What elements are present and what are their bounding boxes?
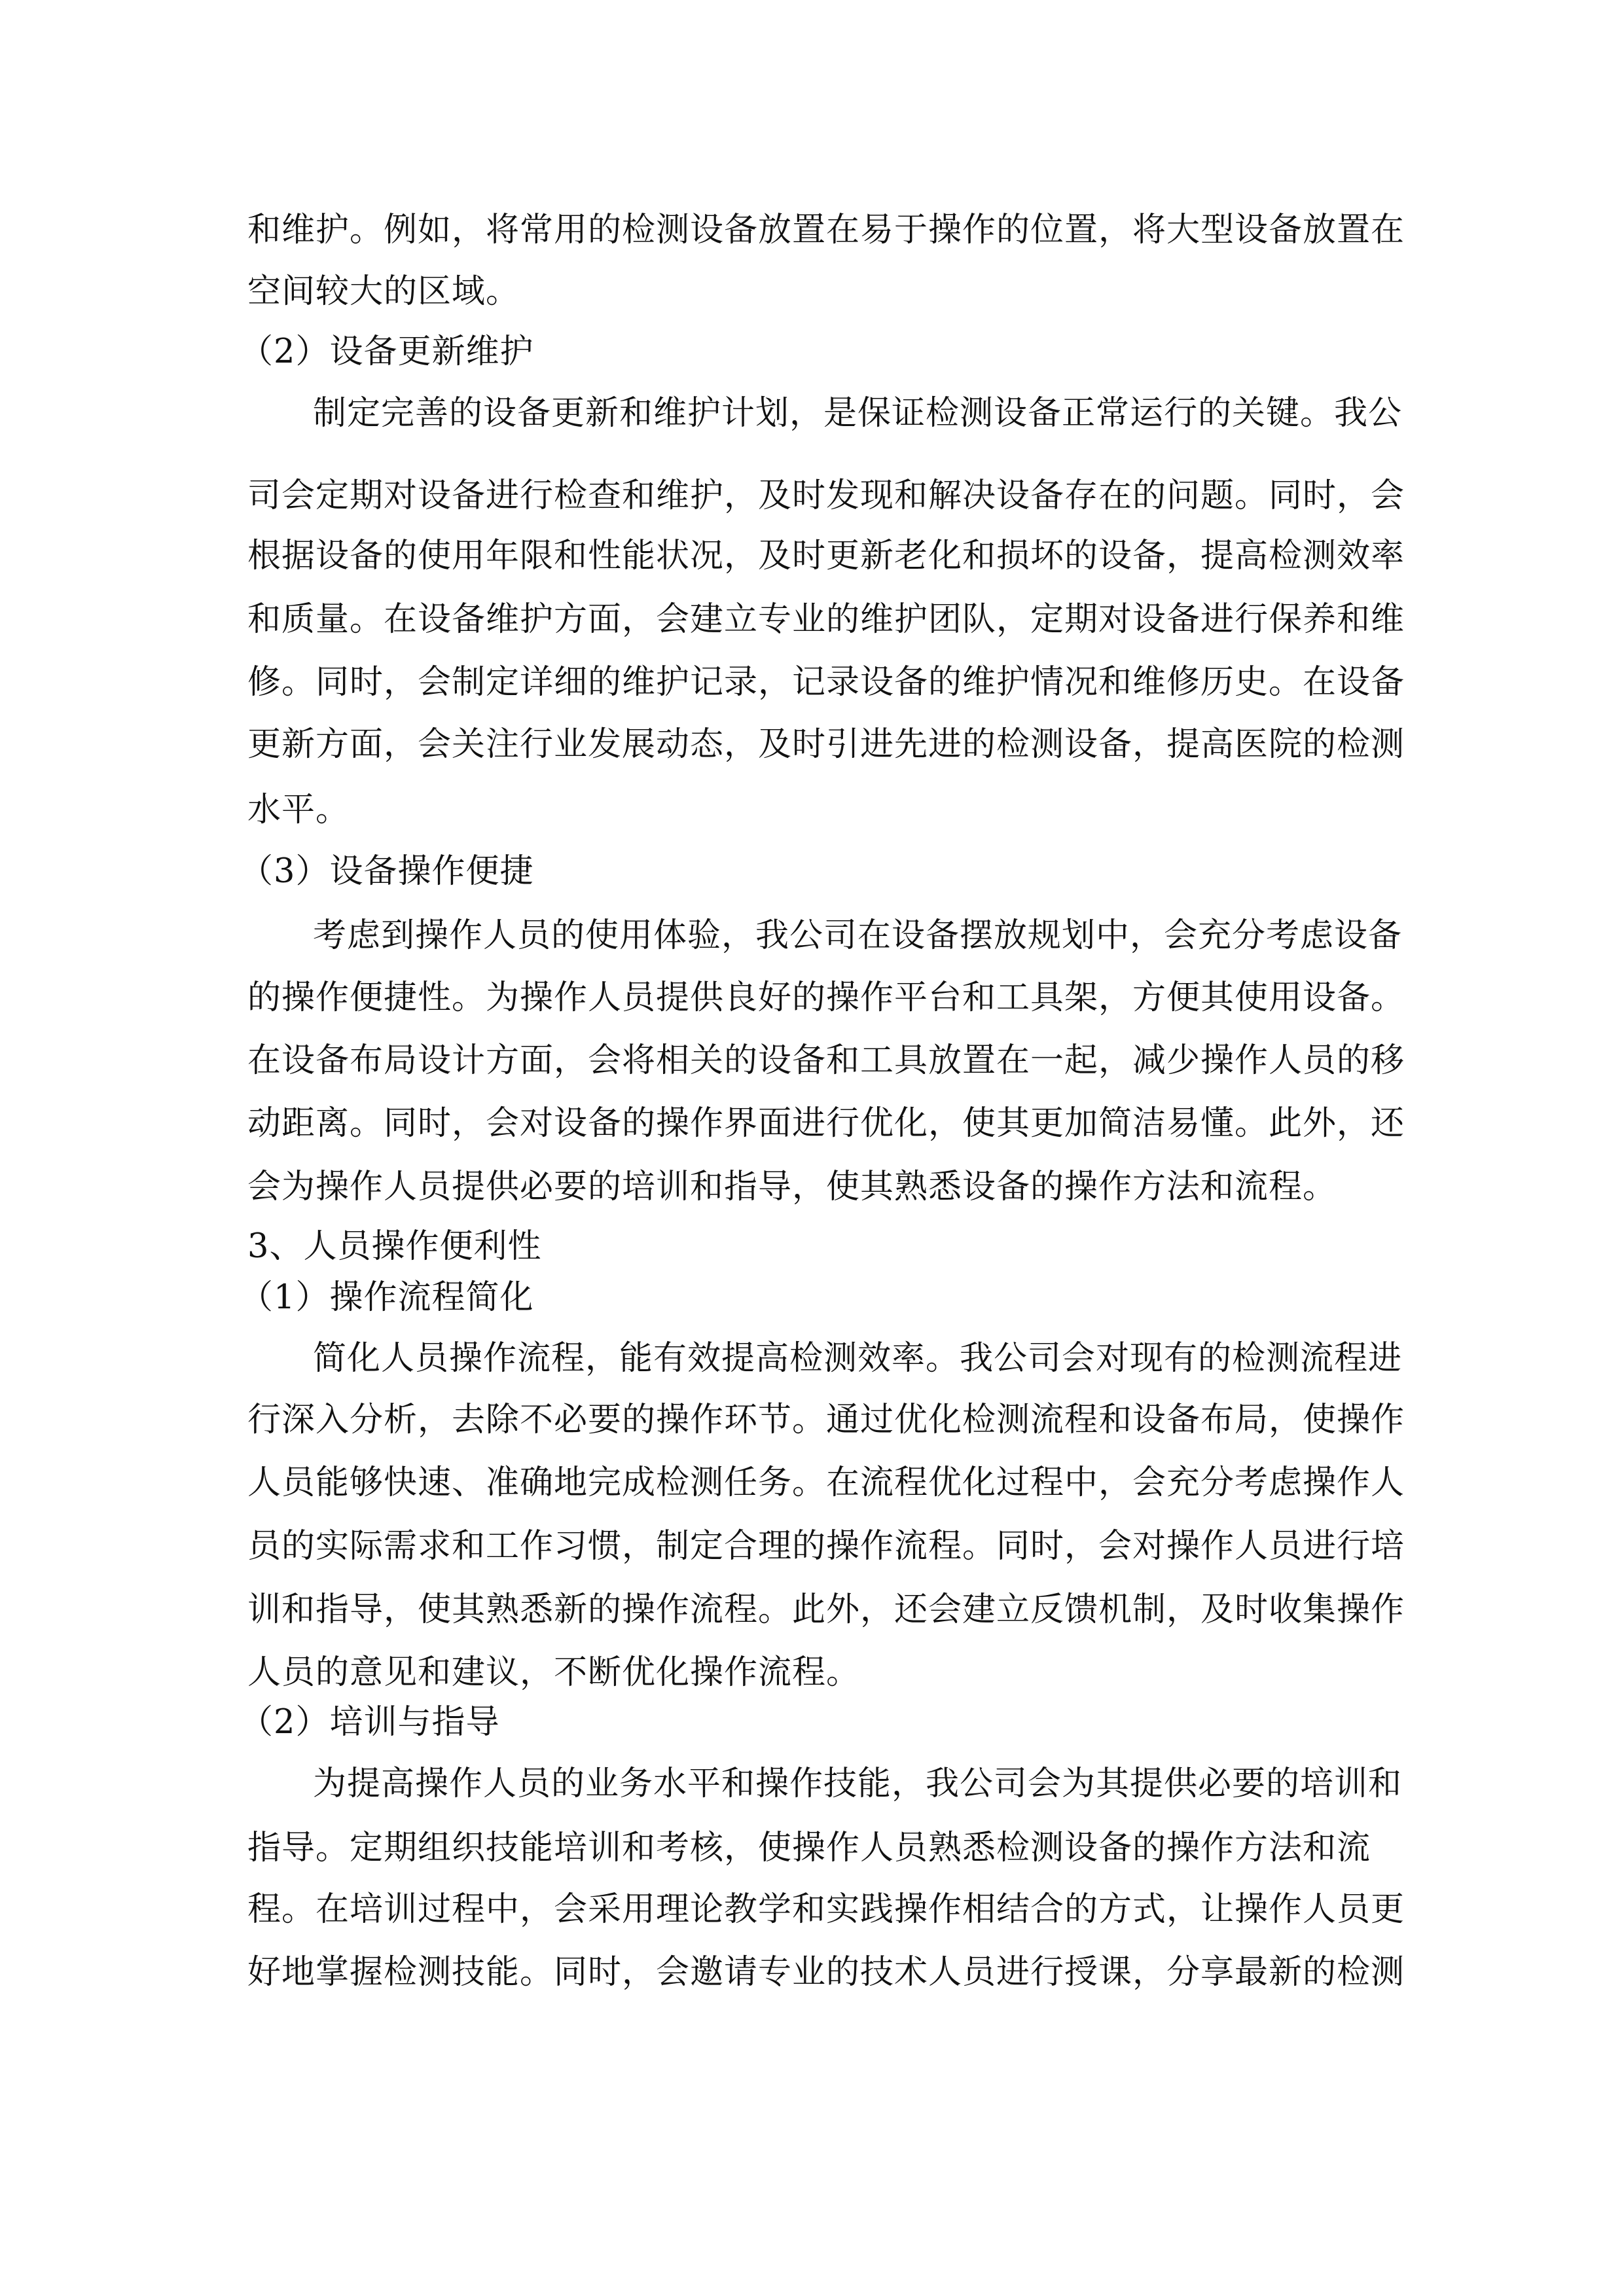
paragraph-line: 水平。 bbox=[247, 791, 350, 829]
paragraph-line: 和维护。例如，将常用的检测设备放置在易于操作的位置，将大型设备放置在 bbox=[247, 211, 1405, 249]
section-heading: （2）设备更新维护 bbox=[240, 332, 534, 371]
paragraph-line: 动距离。同时，会对设备的操作界面进行优化，使其更加简洁易懂。此外，还 bbox=[247, 1104, 1405, 1143]
paragraph-line: 会为操作人员提供必要的培训和指导，使其熟悉设备的操作方法和流程。 bbox=[247, 1168, 1337, 1206]
paragraph-line: 员的实际需求和工作习惯，制定合理的操作流程。同时，会对操作人员进行培 bbox=[247, 1527, 1405, 1566]
paragraph-line: 修。同时，会制定详细的维护记录，记录设备的维护情况和维修历史。在设备 bbox=[247, 663, 1405, 702]
paragraph-line: 考虑到操作人员的使用体验，我公司在设备摆放规划中，会充分考虑设备 bbox=[313, 916, 1403, 955]
paragraph-line: 训和指导，使其熟悉新的操作流程。此外，还会建立反馈机制，及时收集操作 bbox=[247, 1590, 1405, 1629]
paragraph-line: 司会定期对设备进行检查和维护，及时发现和解决设备存在的问题。同时，会 bbox=[247, 476, 1405, 515]
paragraph-line: 3、人员操作便利性 bbox=[247, 1227, 542, 1266]
paragraph-line: 人员能够快速、准确地完成检测任务。在流程优化过程中，会充分考虑操作人 bbox=[247, 1463, 1405, 1502]
paragraph-line: 空间较大的区域。 bbox=[247, 272, 520, 311]
paragraph-line: 程。在培训过程中，会采用理论教学和实践操作相结合的方式，让操作人员更 bbox=[247, 1890, 1405, 1929]
paragraph-line: 的操作便捷性。为操作人员提供良好的操作平台和工具架，方便其使用设备。 bbox=[247, 978, 1405, 1017]
section-heading: （3）设备操作便捷 bbox=[240, 852, 534, 891]
paragraph-line: 人员的意见和建议，不断优化操作流程。 bbox=[247, 1653, 861, 1692]
paragraph-line: 指导。定期组织技能培训和考核，使操作人员熟悉检测设备的操作方法和流 bbox=[247, 1829, 1371, 1867]
paragraph-line: 好地掌握检测技能。同时，会邀请专业的技术人员进行授课，分享最新的检测 bbox=[247, 1953, 1405, 1992]
paragraph-line: 更新方面，会关注行业发展动态，及时引进先进的检测设备，提高医院的检测 bbox=[247, 725, 1405, 764]
paragraph-line: 行深入分析，去除不必要的操作环节。通过优化检测流程和设备布局，使操作 bbox=[247, 1401, 1405, 1439]
section-heading: （2）培训与指导 bbox=[240, 1703, 500, 1742]
paragraph-line: 根据设备的使用年限和性能状况，及时更新老化和损坏的设备，提高检测效率 bbox=[247, 537, 1405, 575]
paragraph-line: 制定完善的设备更新和维护计划，是保证检测设备正常运行的关键。我公 bbox=[313, 394, 1403, 433]
paragraph-line: 简化人员操作流程，能有效提高检测效率。我公司会对现有的检测流程进 bbox=[313, 1339, 1403, 1378]
paragraph-line: 在设备布局设计方面，会将相关的设备和工具放置在一起，减少操作人员的移 bbox=[247, 1041, 1405, 1080]
section-heading: （1）操作流程简化 bbox=[240, 1278, 534, 1317]
paragraph-line: 和质量。在设备维护方面，会建立专业的维护团队，定期对设备进行保养和维 bbox=[247, 600, 1405, 639]
paragraph-line: 为提高操作人员的业务水平和操作技能，我公司会为其提供必要的培训和 bbox=[313, 1765, 1403, 1803]
